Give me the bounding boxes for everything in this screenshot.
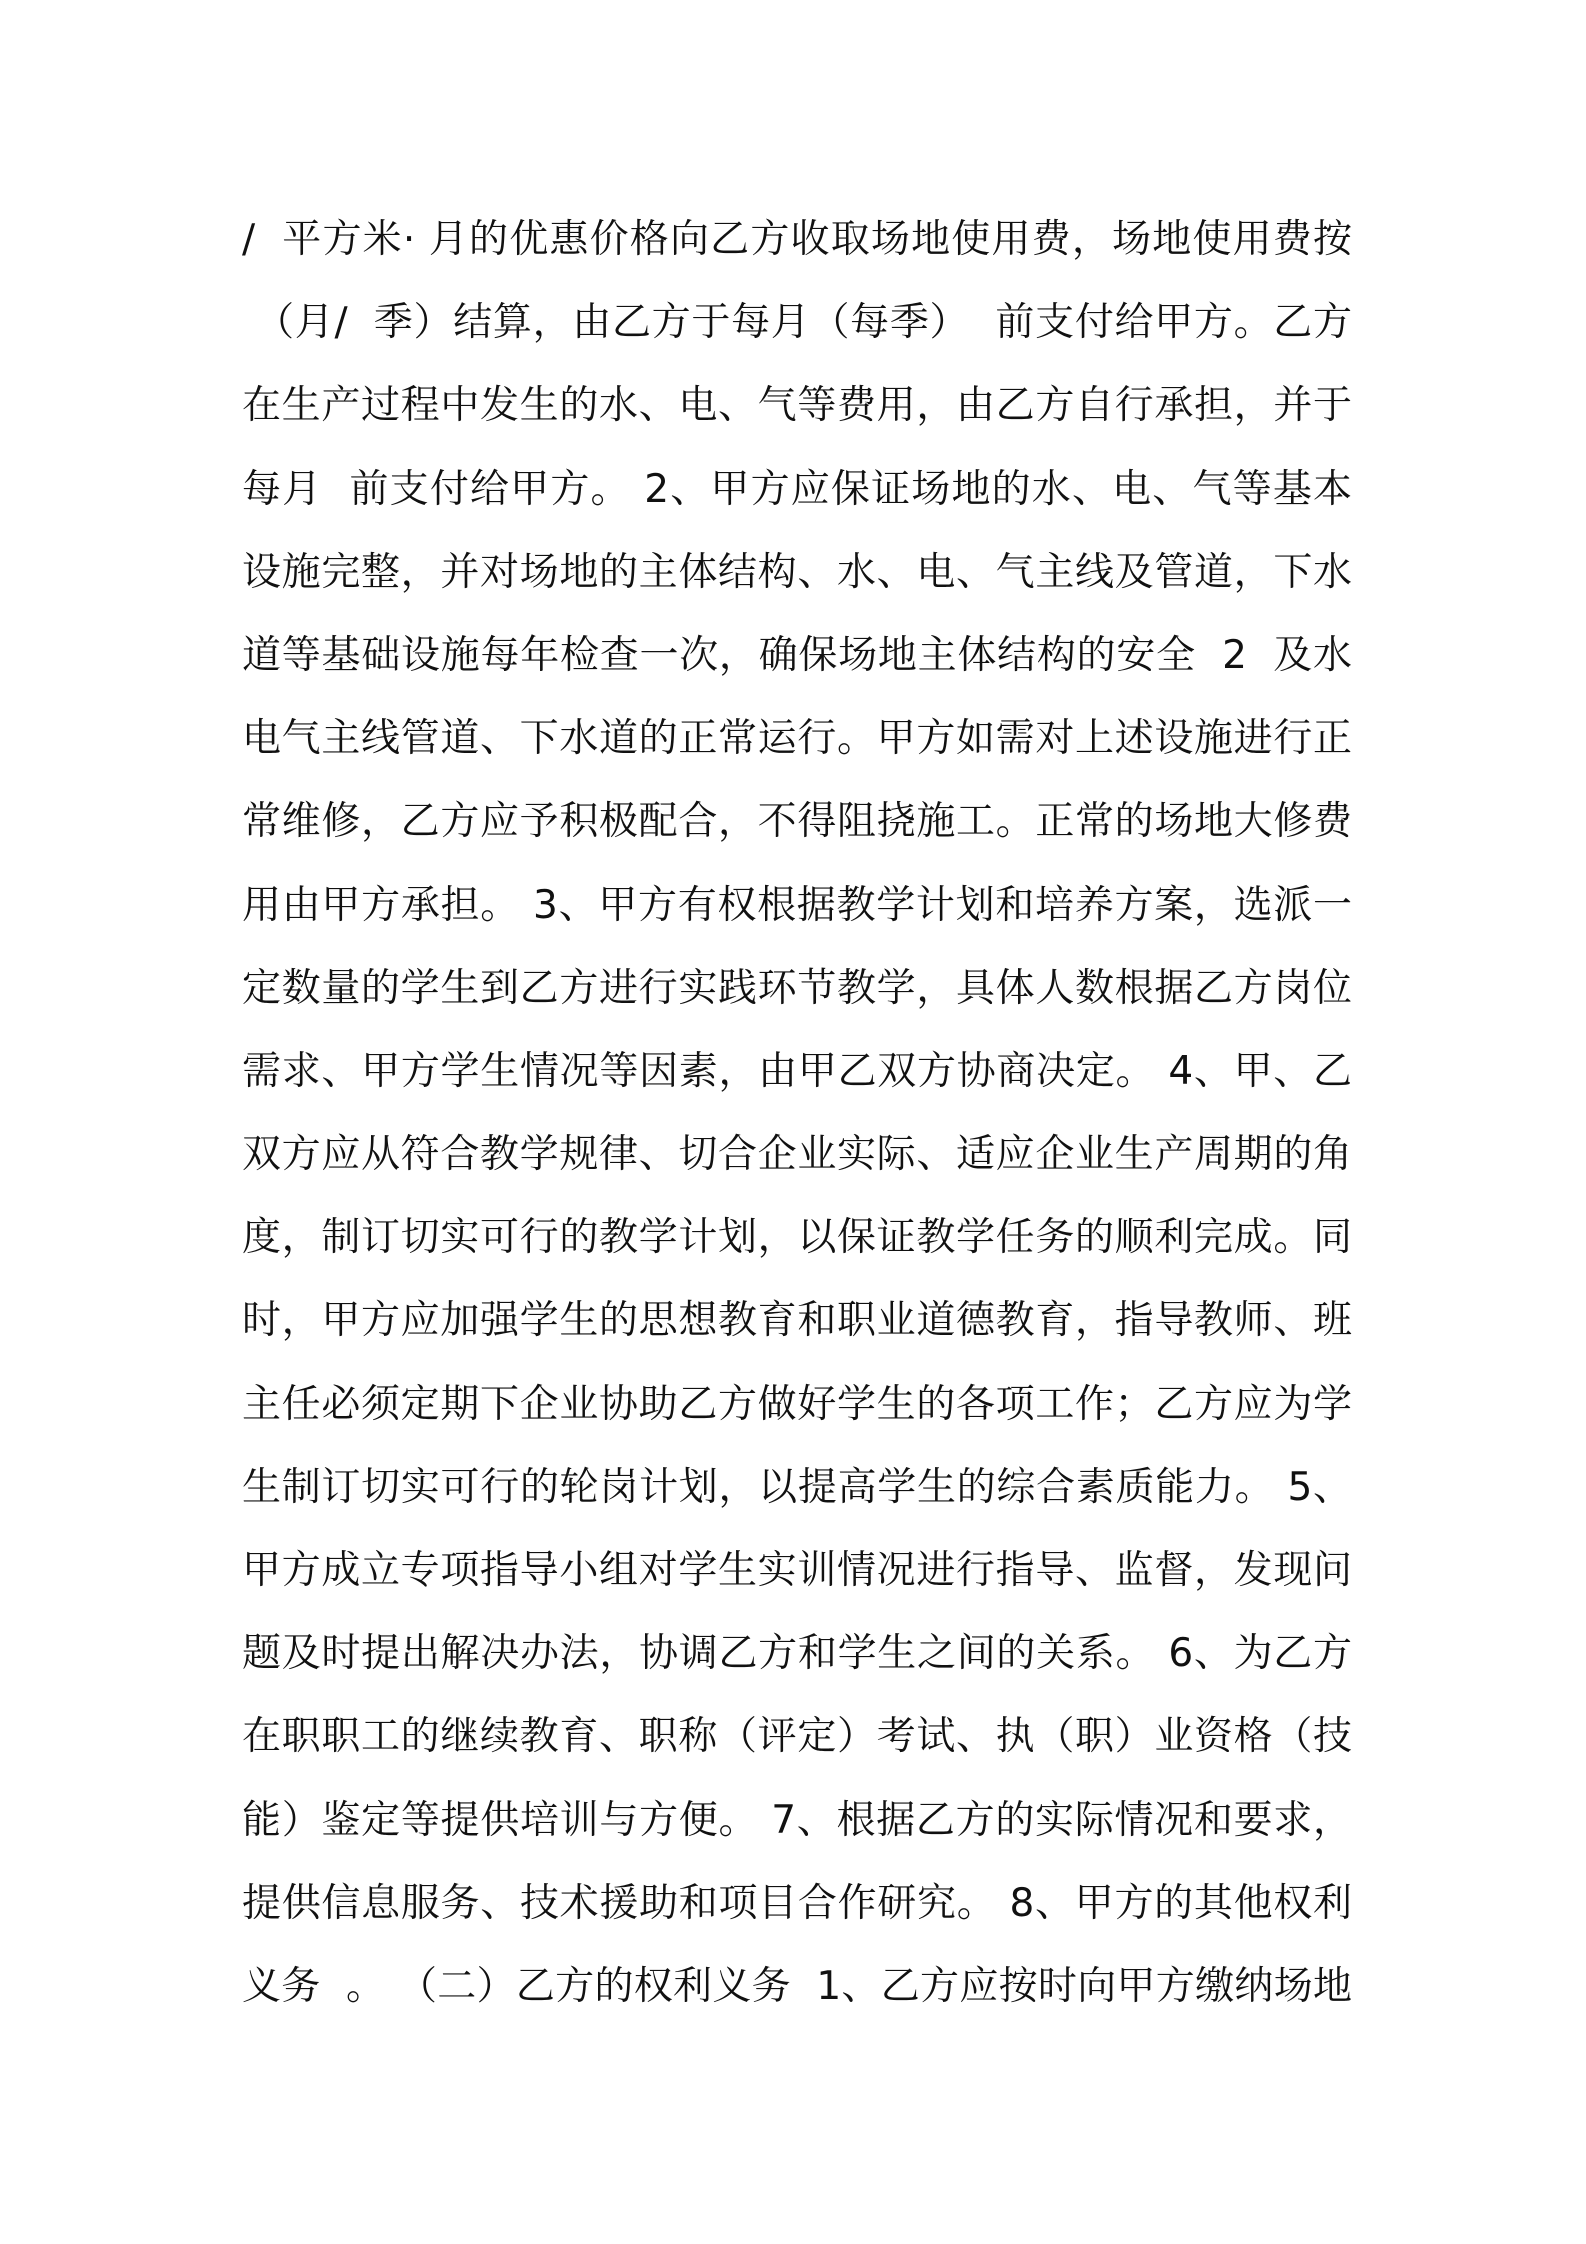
text-line: 题及时提出解决办法，协调乙方和学生之间的关系。 6、为乙方 (242, 1631, 1352, 1677)
text-line: 在生产过程中发生的水、电、气等费用，由乙方自行承担，并于 (242, 383, 1352, 429)
text-line: 义务 。 （二）乙方的权利义务 1、乙方应按时向甲方缴纳场地 (242, 1963, 1352, 2009)
text-line: 常维修，乙方应予积极配合，不得阻挠施工。正常的场地大修费 (242, 799, 1352, 845)
text-line: 道等基础设施每年检查一次，确保场地主体结构的安全 2 及水 (242, 632, 1352, 678)
contract-body-text (242, 198, 1352, 2028)
text-line: / 平方米· 月的优惠价格向乙方收取场地使用费，场地使用费按 (242, 217, 1352, 262)
text-line: 提供信息服务、技术援助和项目合作研究。 8、甲方的其他权利 (242, 1880, 1352, 1926)
text-line: 定数量的学生到乙方进行实践环节教学，具体人数根据乙方岗位 (242, 965, 1352, 1011)
text-line: 度，制订切实可行的教学计划，以保证教学任务的顺利完成。同 (242, 1215, 1352, 1261)
text-line: 甲方成立专项指导小组对学生实训情况进行指导、监督，发现问 (242, 1548, 1352, 1593)
text-line: 时，甲方应加强学生的思想教育和职业道德教育，指导教师、班 (242, 1298, 1352, 1344)
text-line: 设施完整，并对场地的主体结构、水、电、气主线及管道，下水 (242, 549, 1352, 595)
text-line: 生制订切实可行的轮岗计划，以提高学生的综合素质能力。 5、 (242, 1464, 1352, 1510)
text-line: 用由甲方承担。 3、甲方有权根据教学计划和培养方案，选派一 (242, 882, 1352, 928)
text-line: （月/ 季）结算，由乙方于每月（每季） 前支付给甲方。乙方 (242, 300, 1352, 346)
text-line: 每月 前支付给甲方。 2、甲方应保证场地的水、电、气等基本 (242, 466, 1352, 512)
text-line: 主任必须定期下企业协助乙方做好学生的各项工作；乙方应为学 (242, 1381, 1352, 1427)
text-line: 双方应从符合教学规律、切合企业实际、适应企业生产周期的角 (242, 1132, 1352, 1178)
text-line: 在职职工的继续教育、职称（评定）考试、执（职）业资格（技 (242, 1714, 1352, 1760)
text-line: 需求、甲方学生情况等因素，由甲乙双方协商决定。 4、甲、乙 (242, 1048, 1352, 1094)
text-line: 能）鉴定等提供培训与方便。 7、根据乙方的实际情况和要求， (242, 1797, 1352, 1843)
text-line: 电气主线管道、下水道的正常运行。甲方如需对上述设施进行正 (242, 716, 1352, 762)
